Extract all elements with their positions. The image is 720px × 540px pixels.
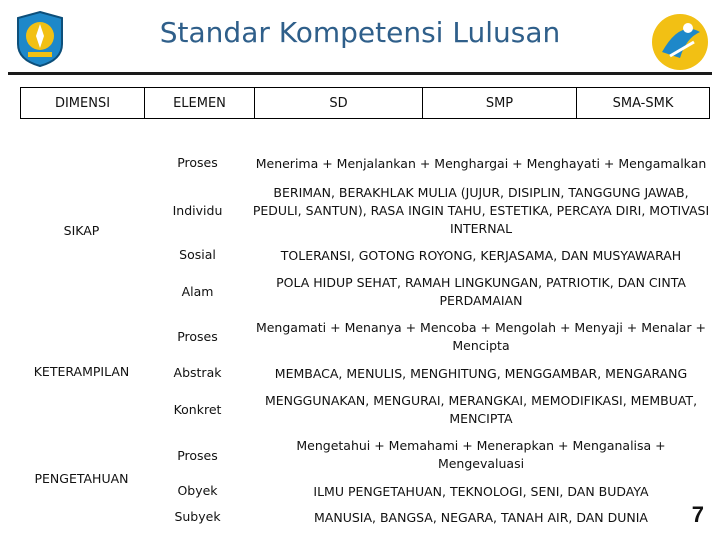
header-elemen: ELEMEN (145, 88, 255, 118)
dimension-sikap: SIKAP (63, 223, 100, 238)
row-description: POLA HIDUP SEHAT, RAMAH LINGKUNGAN, PATRIOTIK, DAN CINTA PERDAMAIAN (276, 275, 686, 308)
header-dimensi: DIMENSI (21, 88, 145, 118)
elemen-label: Obyek (177, 483, 218, 498)
elemen-label: Sosial (179, 247, 216, 262)
row-description: Mengamati + Menanya + Mencoba + Mengolah + Menyaji + Menalar + Mencipta (255, 320, 707, 353)
row-description: ILMU PENGETAHUAN, TEKNOLOGI, SENI, DAN BUDAYA (313, 484, 649, 499)
row-description: BERIMAN, BERAKHLAK MULIA (JUJUR, DISIPLIN, TANGGUNG JAWAB, PEDULI, SANTUN), RASA INGIN TAHU, ESTETIKA, PERCAYA DIRI, MOTIVASI INTERNAL (252, 185, 710, 236)
header-smp: SMP (423, 88, 577, 118)
table-header (20, 87, 710, 119)
elemen-label: Alam (181, 284, 214, 299)
competency-table (20, 87, 710, 529)
dimension-keterampilan: KETERAMPILAN (33, 364, 130, 379)
curriculum-logo-icon (650, 12, 710, 72)
page-number: 7 (691, 502, 704, 527)
elemen-label: Konkret (173, 402, 222, 417)
row-description: MEMBACA, MENULIS, MENGHITUNG, MENGGAMBAR, MENGARANG (274, 366, 688, 381)
elemen-label: Individu (172, 203, 223, 218)
table-body (20, 119, 710, 529)
elemen-label: Proses (177, 329, 218, 344)
row-description: Menerima + Menjalankan + Menghargai + Menghayati + Mengamalkan (255, 156, 707, 171)
row-description: MANUSIA, BANGSA, NEGARA, TANAH AIR, DAN DUNIA (314, 510, 648, 525)
elemen-label: Proses (177, 155, 218, 170)
row-description: MENGGUNAKAN, MENGURAI, MERANGKAI, MEMODIFIKASI, MEMBUAT, MENCIPTA (264, 393, 698, 426)
header-sma-smk: SMA-SMK (612, 95, 674, 111)
header-sd: SD (255, 88, 423, 118)
row-description: TOLERANSI, GOTONG ROYONG, KERJASAMA, DAN MUSYAWARAH (280, 248, 682, 263)
elemen-label: Subyek (174, 509, 221, 524)
title-divider (8, 72, 712, 75)
dimension-pengetahuan: PENGETAHUAN (34, 471, 129, 486)
row-description: Mengetahui + Memahami + Menerapkan + Menganalisa + Mengevaluasi (296, 438, 666, 471)
elemen-label: Abstrak (173, 365, 222, 380)
page-title: Standar Kompetensi Lulusan (159, 16, 561, 49)
elemen-label: Proses (177, 448, 218, 463)
